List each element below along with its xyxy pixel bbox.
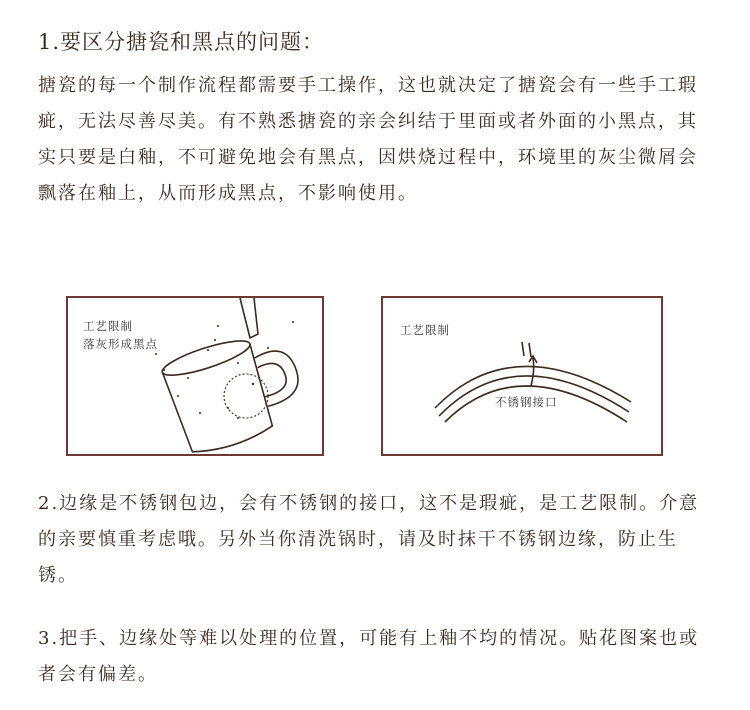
section-1-title: 1.要区分搪瓷和黑点的问题： <box>38 30 325 54</box>
section-3-paragraph: 3.把手、边缘处等难以处理的位置，可能有上釉不均的情况。贴花图案也或者会有偏差。 <box>38 628 700 685</box>
diagram-left-label-2: 落灰形成黑点 <box>83 337 158 351</box>
diagram-rim-joint <box>381 296 663 456</box>
section-1-paragraph: 搪瓷的每一个制作流程都需要手工操作，这也就决定了搪瓷会有一些手工瑕疵，无法尽善尽美。有不熟悉搪瓷的亲会纠结于里面或者外面的小黑点，其实只要是白釉，不可避免地会有黑点，因烘烧过程中，环境里的灰尘微屑会飘落在釉上，从而形成黑点，不影响使用。 <box>38 75 698 204</box>
diagram-right-callout: 不锈钢接口 <box>495 395 558 409</box>
section-2-paragraph: 2.边缘是不锈钢包边，会有不锈钢的接口，这不是瑕疵，是工艺限制。介意的亲要慎重考虑哦。另外当你清洗锅时，请及时抹干不锈钢边缘，防止生锈。 <box>38 493 700 586</box>
diagram-left-label-1: 工艺限制 <box>83 319 133 333</box>
diagram-dust-specks <box>66 296 324 456</box>
diagram-right-label: 工艺限制 <box>400 323 450 337</box>
